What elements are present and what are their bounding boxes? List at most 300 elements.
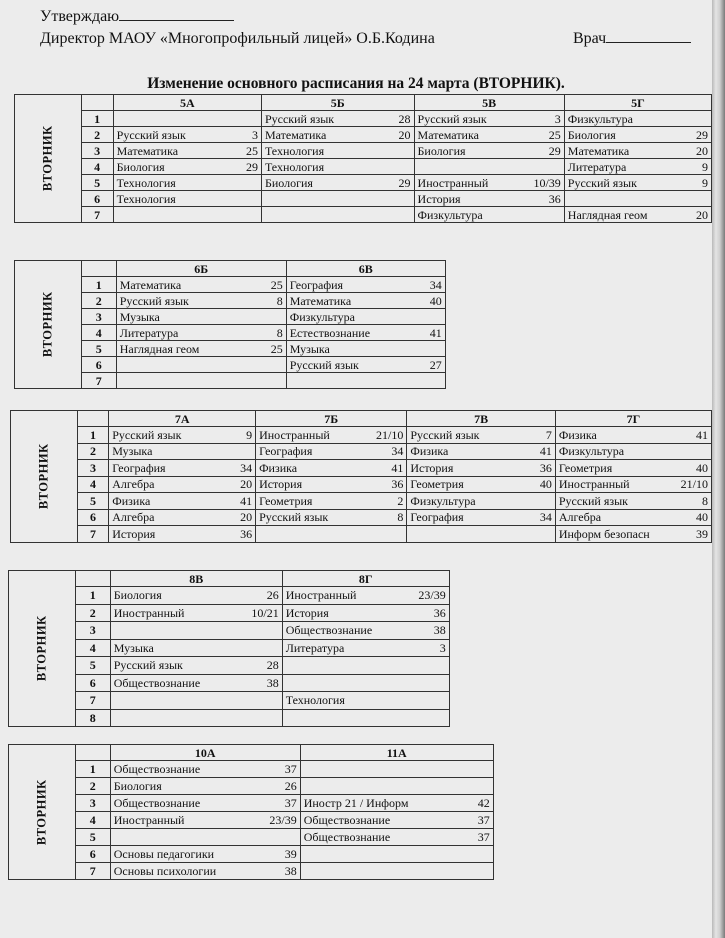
- lesson-number: 5: [81, 175, 113, 191]
- subject-name: Иностранный: [259, 427, 330, 442]
- subject-name: Физика: [558, 427, 597, 442]
- lesson-number: 6: [75, 674, 110, 692]
- lesson-cell: [113, 127, 261, 143]
- lesson-cell: [564, 175, 711, 191]
- lesson-cell: [116, 277, 286, 293]
- day-label-text: ВТОРНИК: [36, 443, 51, 510]
- room-number: 41: [429, 325, 442, 340]
- room-number: 41: [696, 427, 708, 442]
- subject-name: Физика: [410, 444, 449, 459]
- lesson-cell: [407, 476, 556, 493]
- subject-name: География: [410, 510, 464, 525]
- subject-name: Наглядная геом: [567, 207, 648, 222]
- lesson-cell: [256, 526, 407, 543]
- day-label: [15, 261, 82, 389]
- lesson-cell: [300, 778, 493, 795]
- lesson-number: 3: [77, 460, 109, 477]
- lesson-cell: [564, 111, 711, 127]
- lesson-cell: [300, 846, 493, 863]
- lesson-cell: [407, 460, 556, 477]
- lesson-cell: [116, 373, 286, 389]
- subject-name: Иностранный: [113, 605, 185, 620]
- subject-name: Физкультура: [558, 444, 625, 459]
- lesson-cell: [282, 709, 449, 727]
- lesson-number: 2: [81, 293, 116, 309]
- room-number: 37: [284, 796, 297, 810]
- lesson-cell: [113, 207, 261, 223]
- lesson-cell: [256, 460, 407, 477]
- room-number: 20: [240, 510, 253, 525]
- room-number: 40: [539, 477, 552, 492]
- subject-name: История: [417, 191, 461, 206]
- subject-name: Литература: [567, 159, 627, 174]
- table-row: [11, 476, 712, 493]
- subject-name: Физкультура: [567, 111, 633, 126]
- subject-name: Русский язык: [410, 427, 480, 442]
- room-number: 36: [548, 191, 561, 206]
- lesson-number: 8: [75, 709, 110, 727]
- lesson-cell: [116, 357, 286, 373]
- table-row: [9, 692, 450, 710]
- schedule-table-5: [8, 744, 494, 880]
- subject-name: Музыка: [289, 341, 330, 356]
- director-line: Директор МАОУ «Многопрофильный лицей» О.Б.Кодина: [40, 30, 435, 47]
- room-number: 34: [429, 277, 442, 292]
- lesson-cell: [110, 709, 282, 727]
- day-label-text: ВТОРНИК: [34, 779, 49, 845]
- subject-name: География: [112, 460, 166, 475]
- lesson-number: 7: [75, 692, 110, 710]
- lesson-cell: [113, 143, 261, 159]
- lesson-number: 1: [77, 427, 109, 444]
- subject-name: Технология: [264, 143, 325, 158]
- lesson-cell: [109, 526, 256, 543]
- lesson-cell: [109, 476, 256, 493]
- lesson-cell: [109, 460, 256, 477]
- lesson-cell: [286, 325, 445, 341]
- class-header: 11А: [300, 745, 493, 761]
- lesson-cell: [110, 846, 300, 863]
- room-number: 21/10: [376, 427, 404, 442]
- subject-name: История: [410, 460, 454, 475]
- subject-name: Русский язык: [264, 111, 335, 126]
- subject-name: Геометрия: [410, 477, 464, 492]
- table-row: [15, 207, 712, 223]
- lesson-cell: [116, 309, 286, 325]
- room-number: 34: [240, 460, 253, 475]
- table-header-row: [11, 411, 712, 427]
- approval-line: [40, 8, 234, 26]
- lesson-cell: [116, 341, 286, 357]
- class-header: 7А: [109, 411, 256, 427]
- subject-name: Иностранный: [558, 477, 630, 492]
- lesson-number-header: [75, 745, 110, 761]
- lesson-number: 2: [75, 778, 110, 795]
- table-header-row: [15, 95, 712, 111]
- class-header: 8Г: [282, 571, 449, 587]
- room-number: 25: [270, 341, 283, 356]
- subject-name: Технология: [116, 191, 176, 206]
- room-number: 29: [548, 143, 561, 158]
- day-label: [9, 745, 76, 880]
- lesson-cell: [555, 476, 711, 493]
- subject-name: Русский язык: [567, 175, 637, 190]
- subject-name: Русский язык: [558, 493, 628, 508]
- subject-name: Алгебра: [112, 510, 155, 525]
- room-number: 29: [696, 127, 708, 142]
- subject-name: Иностранный: [417, 175, 489, 190]
- lesson-cell: [261, 143, 414, 159]
- table-row: [9, 587, 450, 605]
- lesson-cell: [113, 175, 261, 191]
- lesson-number: 2: [75, 604, 110, 622]
- schedule-title: Изменение основного расписания на 24 марта (ВТОРНИК).: [147, 75, 565, 92]
- lesson-cell: [113, 191, 261, 207]
- lesson-cell: [110, 829, 300, 846]
- lesson-number: 3: [81, 143, 113, 159]
- lesson-cell: [256, 427, 407, 444]
- subject-name: История: [112, 526, 156, 541]
- lesson-cell: [261, 127, 414, 143]
- table-row: [11, 460, 712, 477]
- lesson-cell: [282, 692, 449, 710]
- room-number: 23/39: [418, 588, 446, 603]
- lesson-cell: [286, 309, 445, 325]
- subject-name: Русский язык: [259, 510, 329, 525]
- lesson-cell: [414, 159, 564, 175]
- lesson-cell: [116, 293, 286, 309]
- table-row: [15, 159, 712, 175]
- subject-name: Литература: [119, 325, 179, 340]
- room-number: 36: [391, 477, 404, 492]
- subject-name: Физкультура: [410, 493, 476, 508]
- lesson-cell: [414, 175, 564, 191]
- subject-name: История: [259, 477, 303, 492]
- room-number: 37: [477, 813, 490, 827]
- lesson-number: 2: [81, 127, 113, 143]
- lesson-cell: [407, 526, 556, 543]
- lesson-cell: [414, 111, 564, 127]
- lesson-cell: [414, 207, 564, 223]
- room-number: 39: [284, 847, 297, 861]
- room-number: 28: [398, 111, 411, 126]
- lesson-number: 6: [77, 509, 109, 526]
- lesson-cell: [116, 325, 286, 341]
- lesson-cell: [407, 509, 556, 526]
- lesson-number: 7: [81, 373, 116, 389]
- room-number: 27: [429, 357, 442, 372]
- lesson-cell: [113, 111, 261, 127]
- room-number: 2: [397, 493, 404, 508]
- subject-name: Технология: [264, 159, 325, 174]
- lesson-cell: [286, 341, 445, 357]
- lesson-cell: [261, 111, 414, 127]
- table-row: [11, 443, 712, 460]
- lesson-cell: [286, 293, 445, 309]
- room-number: 20: [696, 143, 708, 158]
- room-number: 3: [554, 111, 561, 126]
- subject-name: Биология: [116, 159, 165, 174]
- room-number: 9: [702, 159, 708, 174]
- class-header: 8В: [110, 571, 282, 587]
- lesson-cell: [109, 443, 256, 460]
- lesson-cell: [555, 443, 711, 460]
- subject-name: Биология: [567, 127, 616, 142]
- lesson-number: 5: [81, 341, 116, 357]
- subject-name: Физкультура: [417, 207, 483, 222]
- subject-name: Алгебра: [558, 510, 602, 525]
- lesson-cell: [110, 692, 282, 710]
- room-number: 21/10: [680, 477, 708, 492]
- lesson-cell: [564, 207, 711, 223]
- table-header-row: [9, 571, 450, 587]
- paper-edge: [712, 0, 725, 938]
- lesson-number: 7: [77, 526, 109, 543]
- lesson-cell: [282, 674, 449, 692]
- lesson-cell: [110, 812, 300, 829]
- lesson-cell: [300, 812, 493, 829]
- subject-name: Биология: [113, 779, 162, 793]
- lesson-cell: [110, 604, 282, 622]
- lesson-cell: [261, 175, 414, 191]
- lesson-cell: [110, 863, 300, 880]
- room-number: 42: [477, 796, 490, 810]
- subject-name: Геометрия: [558, 460, 613, 475]
- subject-name: Математика: [289, 293, 352, 308]
- lesson-number-header: [81, 95, 113, 111]
- table-row: [15, 127, 712, 143]
- room-number: 28: [266, 658, 279, 673]
- day-label: [15, 95, 82, 223]
- subject-name: Иностранный: [113, 813, 185, 827]
- subject-name: Основы психологии: [113, 864, 217, 878]
- lesson-number: 4: [81, 325, 116, 341]
- subject-name: Музыка: [112, 444, 153, 459]
- table-row: [11, 493, 712, 510]
- subject-name: Обществознание: [285, 623, 373, 638]
- room-number: 29: [398, 175, 411, 190]
- lesson-cell: [110, 622, 282, 640]
- table-row: [11, 526, 712, 543]
- lesson-cell: [109, 509, 256, 526]
- room-number: 8: [276, 293, 283, 308]
- subject-name: Физика: [259, 460, 298, 475]
- lesson-number: 7: [81, 207, 113, 223]
- lesson-cell: [564, 191, 711, 207]
- lesson-number: 1: [75, 587, 110, 605]
- room-number: 10/21: [251, 605, 279, 620]
- lesson-number: 4: [75, 812, 110, 829]
- lesson-number-header: [75, 571, 110, 587]
- subject-name: Русский язык: [417, 111, 487, 126]
- lesson-cell: [256, 509, 407, 526]
- subject-name: Биология: [113, 588, 162, 603]
- subject-name: География: [289, 277, 344, 292]
- lesson-cell: [407, 493, 556, 510]
- subject-name: Биология: [417, 143, 466, 158]
- doctor-line: [573, 30, 691, 48]
- subject-name: Технология: [116, 175, 176, 190]
- lesson-cell: [407, 443, 556, 460]
- lesson-number: 1: [81, 277, 116, 293]
- lesson-cell: [256, 476, 407, 493]
- subject-name: Обществознание: [303, 830, 391, 844]
- table-row: [9, 761, 494, 778]
- room-number: 7: [545, 427, 552, 442]
- class-header: 6В: [286, 261, 445, 277]
- table-row: [9, 622, 450, 640]
- room-number: 37: [477, 830, 490, 844]
- lesson-cell: [414, 127, 564, 143]
- class-header: 7Б: [256, 411, 407, 427]
- lesson-cell: [110, 778, 300, 795]
- subject-name: Обществознание: [303, 813, 391, 827]
- lesson-cell: [555, 509, 711, 526]
- lesson-cell: [564, 143, 711, 159]
- lesson-cell: [109, 493, 256, 510]
- room-number: 38: [284, 864, 297, 878]
- lesson-cell: [555, 460, 711, 477]
- day-label-text: ВТОРНИК: [40, 125, 55, 192]
- room-number: 25: [548, 127, 561, 142]
- subject-name: Литература: [285, 640, 345, 655]
- lesson-cell: [555, 493, 711, 510]
- subject-name: История: [285, 605, 329, 620]
- lesson-cell: [407, 427, 556, 444]
- subject-name: Музыка: [113, 640, 154, 655]
- subject-name: Биология: [264, 175, 313, 190]
- table-row: [9, 709, 450, 727]
- lesson-cell: [414, 143, 564, 159]
- room-number: 36: [433, 605, 446, 620]
- lesson-cell: [555, 427, 711, 444]
- lesson-number: 5: [77, 493, 109, 510]
- lesson-cell: [286, 357, 445, 373]
- subject-name: Физкультура: [289, 309, 355, 324]
- lesson-cell: [110, 587, 282, 605]
- class-header: 7Г: [555, 411, 711, 427]
- table-row: [9, 674, 450, 692]
- room-number: 9: [246, 427, 253, 442]
- lesson-cell: [110, 674, 282, 692]
- class-header: 6Б: [116, 261, 286, 277]
- day-label: [9, 571, 76, 727]
- subject-name: Иностр 21 / Информ: [303, 796, 409, 810]
- lesson-cell: [109, 427, 256, 444]
- room-number: 20: [240, 477, 253, 492]
- lesson-cell: [282, 622, 449, 640]
- subject-name: Математика: [567, 143, 630, 158]
- lesson-number: 4: [81, 159, 113, 175]
- lesson-cell: [300, 795, 493, 812]
- subject-name: Геометрия: [259, 493, 313, 508]
- lesson-cell: [110, 795, 300, 812]
- table-row: [15, 191, 712, 207]
- subject-name: Обществознание: [113, 762, 201, 776]
- lesson-number: 5: [75, 829, 110, 846]
- lesson-cell: [261, 191, 414, 207]
- lesson-cell: [110, 761, 300, 778]
- lesson-number: 6: [81, 191, 113, 207]
- lesson-number: 6: [81, 357, 116, 373]
- room-number: 3: [439, 640, 446, 655]
- table-row: [9, 812, 494, 829]
- room-number: 40: [696, 460, 708, 475]
- room-number: 20: [696, 207, 708, 222]
- table-row: [15, 111, 712, 127]
- subject-name: Наглядная геом: [119, 341, 200, 356]
- table-row: [15, 143, 712, 159]
- lesson-cell: [256, 493, 407, 510]
- room-number: 34: [391, 444, 404, 459]
- room-number: 25: [270, 277, 283, 292]
- schedule-table-2: [14, 260, 446, 389]
- schedule-table-1: [14, 94, 712, 223]
- subject-name: Математика: [417, 127, 479, 142]
- table-row: [9, 846, 494, 863]
- room-number: 25: [245, 143, 258, 158]
- lesson-cell: [555, 526, 711, 543]
- lesson-cell: [261, 159, 414, 175]
- room-number: 9: [702, 175, 708, 190]
- table-header-row: [15, 261, 446, 277]
- lesson-number: 3: [75, 622, 110, 640]
- lesson-number: 3: [75, 795, 110, 812]
- table-row: [11, 427, 712, 444]
- lesson-number-header: [77, 411, 109, 427]
- table-header-row: [9, 745, 494, 761]
- table-row: [9, 604, 450, 622]
- lesson-number-header: [81, 261, 116, 277]
- doctor-signature-line: [606, 42, 691, 43]
- subject-name: Технология: [285, 693, 345, 708]
- lesson-cell: [414, 191, 564, 207]
- lesson-cell: [256, 443, 407, 460]
- lesson-number: 4: [77, 476, 109, 493]
- table-row: [9, 778, 494, 795]
- subject-name: Алгебра: [112, 477, 155, 492]
- lesson-number: 7: [75, 863, 110, 880]
- lesson-cell: [282, 604, 449, 622]
- day-label-text: ВТОРНИК: [34, 615, 49, 682]
- class-header: 5В: [414, 95, 564, 111]
- table-row: [15, 175, 712, 191]
- subject-name: Математика: [119, 277, 182, 292]
- subject-name: Физика: [112, 493, 151, 508]
- room-number: 23/39: [269, 813, 297, 827]
- lesson-cell: [286, 277, 445, 293]
- table-row: [9, 657, 450, 675]
- table-row: [9, 863, 494, 880]
- lesson-cell: [300, 829, 493, 846]
- lesson-cell: [564, 159, 711, 175]
- room-number: 8: [702, 493, 708, 508]
- lesson-cell: [300, 863, 493, 880]
- subject-name: Естествознание: [289, 325, 371, 340]
- table-row: [9, 795, 494, 812]
- lesson-number: 3: [81, 309, 116, 325]
- room-number: 10/39: [533, 175, 561, 190]
- room-number: 38: [433, 623, 446, 638]
- room-number: 26: [284, 779, 297, 793]
- room-number: 29: [245, 159, 258, 174]
- schedule-table-4: [8, 570, 450, 727]
- subject-name: Русский язык: [112, 427, 182, 442]
- class-header: 5Г: [564, 95, 711, 111]
- room-number: 40: [429, 293, 442, 308]
- room-number: 26: [266, 588, 279, 603]
- lesson-cell: [113, 159, 261, 175]
